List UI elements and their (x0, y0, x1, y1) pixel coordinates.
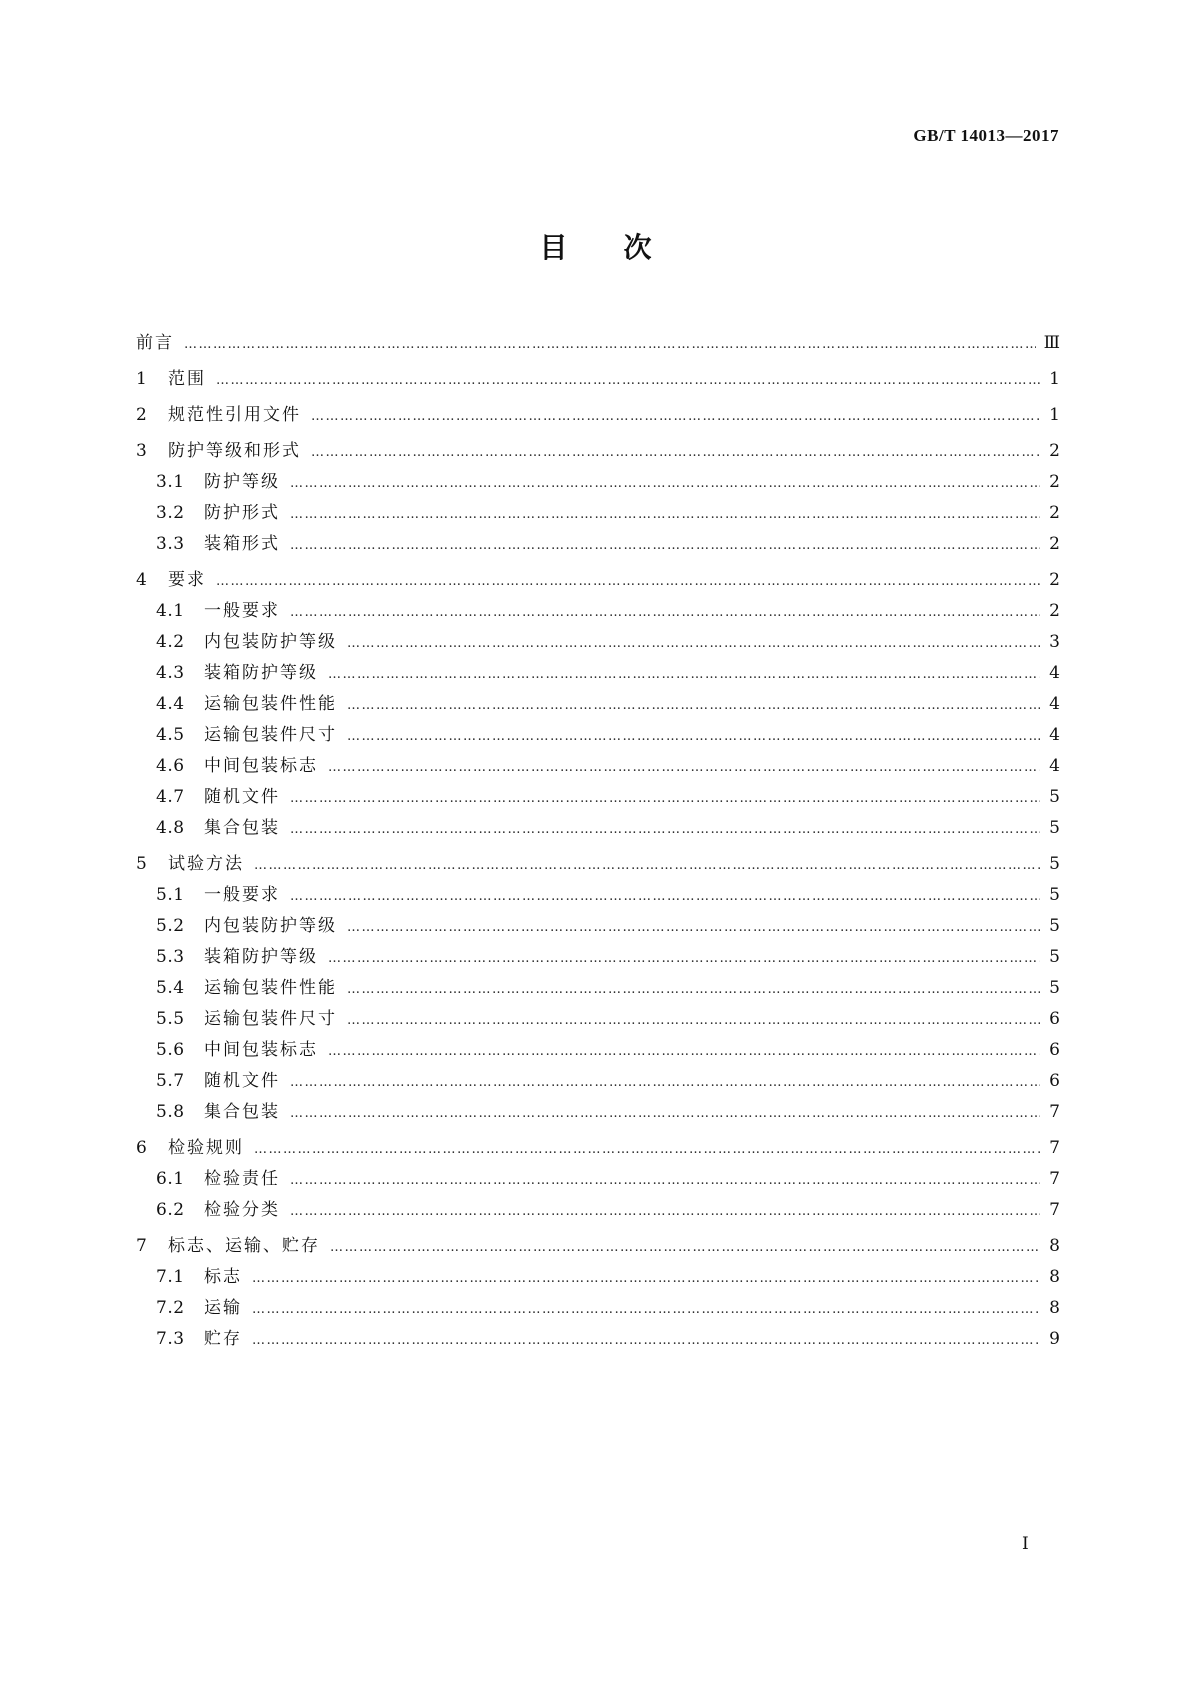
dot-leader (328, 760, 1040, 775)
toc-entry[interactable] (136, 720, 1060, 751)
toc-entry-label: 运输包装件性能 (204, 694, 337, 714)
toc-entry-label: 装箱防护等级 (204, 663, 318, 683)
dot-leader (252, 1333, 1040, 1348)
dot-leader (290, 476, 1040, 491)
toc-entry-label: 范围 (168, 369, 206, 389)
toc-entry-label: 内包装防护等级 (204, 916, 337, 936)
toc-entry-page: 1 (1049, 405, 1060, 425)
toc-entry-label: 防护等级 (204, 472, 280, 492)
toc-entry[interactable] (136, 498, 1060, 529)
toc-entry-page: 2 (1049, 570, 1060, 590)
toc-entry-page: 5 (1049, 854, 1060, 874)
dot-leader (252, 1302, 1040, 1317)
dot-leader (347, 636, 1040, 651)
dot-leader (290, 822, 1040, 837)
toc-entry[interactable] (136, 1004, 1060, 1035)
toc-entry-number: 1 (136, 369, 148, 389)
toc-entry-number: 5.5 (156, 1009, 185, 1029)
toc-entry-number: 3 (136, 441, 148, 461)
dot-leader (347, 982, 1040, 997)
toc-entry[interactable] (136, 1324, 1060, 1355)
toc-entry-number: 4 (136, 570, 148, 590)
toc-entry-page: 7 (1049, 1138, 1060, 1158)
dot-leader (254, 858, 1040, 873)
toc-entry[interactable] (136, 782, 1060, 813)
toc-entry-page: 2 (1049, 534, 1060, 554)
toc-entry-number: 2 (136, 405, 148, 425)
toc-entry-number: 4.7 (156, 787, 185, 807)
toc-entry-number: 4.3 (156, 663, 185, 683)
toc-entry-page: 3 (1049, 632, 1060, 652)
toc-entry-number: 4.2 (156, 632, 185, 652)
toc-entry-number: 5.4 (156, 978, 185, 998)
toc-entry-page: 5 (1049, 916, 1060, 936)
dot-leader (328, 1044, 1040, 1059)
page-number: I (1022, 1534, 1029, 1554)
toc-entry-number: 5.3 (156, 947, 185, 967)
toc-entry[interactable] (136, 1066, 1060, 1097)
toc-entry[interactable] (136, 328, 1060, 359)
toc-entry-label: 随机文件 (204, 787, 280, 807)
toc-entry-page: 2 (1049, 601, 1060, 621)
dot-leader (328, 951, 1040, 966)
toc-entry-page: 5 (1049, 978, 1060, 998)
toc-entry-label: 检验责任 (204, 1169, 280, 1189)
toc-entry-number: 4.5 (156, 725, 185, 745)
toc-entry-label: 一般要求 (204, 885, 280, 905)
toc-entry-number: 3.3 (156, 534, 185, 554)
toc-entry-label: 前言 (136, 333, 174, 353)
toc-entry[interactable] (136, 565, 1060, 596)
dot-leader (290, 538, 1040, 553)
toc-entry[interactable] (136, 1164, 1060, 1195)
toc-entry-page: 4 (1049, 694, 1060, 714)
toc-entry-label: 贮存 (204, 1329, 242, 1349)
toc-entry-number: 5 (136, 854, 148, 874)
dot-leader (347, 1013, 1040, 1028)
toc-entry-page: 4 (1049, 756, 1060, 776)
toc-entry-number: 7.1 (156, 1267, 185, 1287)
toc-entry[interactable] (136, 658, 1060, 689)
toc-entry-number: 5.8 (156, 1102, 185, 1122)
toc-entry-page: 5 (1049, 818, 1060, 838)
toc-entry-label: 集合包装 (204, 818, 280, 838)
toc-entry-label: 运输包装件性能 (204, 978, 337, 998)
toc-entry-page: 7 (1049, 1102, 1060, 1122)
toc-entry-number: 6 (136, 1138, 148, 1158)
toc-entry-label: 内包装防护等级 (204, 632, 337, 652)
toc-entry-page: 1 (1049, 369, 1060, 389)
toc-entry[interactable] (136, 1097, 1060, 1128)
table-of-contents (136, 328, 1060, 1355)
toc-entry-number: 5.2 (156, 916, 185, 936)
toc-entry[interactable] (136, 1035, 1060, 1066)
toc-entry-page: 5 (1049, 947, 1060, 967)
dot-leader (311, 445, 1040, 460)
dot-leader (216, 373, 1040, 388)
toc-entry-label: 运输 (204, 1298, 242, 1318)
toc-entry-page: 6 (1049, 1040, 1060, 1060)
dot-leader (290, 1106, 1040, 1121)
toc-entry-page: 7 (1049, 1169, 1060, 1189)
toc-entry-page: 2 (1049, 441, 1060, 461)
toc-entry[interactable] (136, 1293, 1060, 1324)
toc-entry-label: 装箱形式 (204, 534, 280, 554)
toc-entry-number: 5.1 (156, 885, 185, 905)
toc-entry-label: 中间包装标志 (204, 756, 318, 776)
toc-entry-label: 标志 (204, 1267, 242, 1287)
dot-leader (347, 698, 1040, 713)
standard-code: GB/T 14013—2017 (913, 126, 1059, 145)
toc-entry-label: 规范性引用文件 (168, 405, 301, 425)
toc-entry[interactable] (136, 813, 1060, 844)
toc-entry-page: 2 (1049, 503, 1060, 523)
dot-leader (290, 889, 1040, 904)
toc-entry-label: 一般要求 (204, 601, 280, 621)
toc-entry-number: 5.7 (156, 1071, 185, 1091)
toc-entry[interactable] (136, 880, 1060, 911)
toc-entry-page: Ⅲ (1043, 333, 1060, 353)
dot-leader (184, 337, 1036, 352)
toc-entry-number: 6.2 (156, 1200, 185, 1220)
dot-leader (311, 409, 1040, 424)
toc-entry[interactable] (136, 1231, 1060, 1262)
toc-entry-number: 4.8 (156, 818, 185, 838)
toc-entry-number: 6.1 (156, 1169, 185, 1189)
toc-entry-number: 3.1 (156, 472, 185, 492)
toc-entry-page: 8 (1049, 1298, 1060, 1318)
page-title: 目次 (539, 231, 708, 264)
toc-entry[interactable] (136, 942, 1060, 973)
dot-leader (216, 574, 1040, 589)
toc-entry-label: 运输包装件尺寸 (204, 1009, 337, 1029)
toc-entry-label: 运输包装件尺寸 (204, 725, 337, 745)
toc-entry-label: 检验规则 (168, 1138, 244, 1158)
toc-entry-number: 4.6 (156, 756, 185, 776)
dot-leader (290, 507, 1040, 522)
toc-entry-label: 中间包装标志 (204, 1040, 318, 1060)
toc-entry-label: 装箱防护等级 (204, 947, 318, 967)
toc-entry-number: 7.3 (156, 1329, 185, 1349)
toc-entry-label: 检验分类 (204, 1200, 280, 1220)
toc-entry[interactable] (136, 627, 1060, 658)
toc-entry[interactable] (136, 849, 1060, 880)
toc-entry[interactable] (136, 751, 1060, 782)
dot-leader (347, 920, 1040, 935)
toc-entry[interactable] (136, 467, 1060, 498)
toc-entry-label: 试验方法 (168, 854, 244, 874)
toc-entry-page: 7 (1049, 1200, 1060, 1220)
toc-entry-page: 2 (1049, 472, 1060, 492)
toc-entry-page: 5 (1049, 787, 1060, 807)
toc-entry-page: 8 (1049, 1267, 1060, 1287)
toc-entry-page: 6 (1049, 1071, 1060, 1091)
toc-entry[interactable] (136, 689, 1060, 720)
dot-leader (290, 791, 1040, 806)
toc-entry-page: 6 (1049, 1009, 1060, 1029)
toc-entry-number: 7 (136, 1236, 148, 1256)
toc-entry-label: 防护形式 (204, 503, 280, 523)
toc-entry-number: 4.1 (156, 601, 185, 621)
toc-entry-page: 4 (1049, 725, 1060, 745)
toc-entry-label: 要求 (168, 570, 206, 590)
dot-leader (290, 1173, 1040, 1188)
dot-leader (290, 605, 1040, 620)
toc-entry-page: 8 (1049, 1236, 1060, 1256)
toc-entry[interactable] (136, 911, 1060, 942)
toc-entry-label: 标志、运输、贮存 (168, 1236, 320, 1256)
toc-entry[interactable] (136, 400, 1060, 431)
toc-entry-number: 7.2 (156, 1298, 185, 1318)
toc-entry[interactable] (136, 436, 1060, 467)
toc-entry-label: 集合包装 (204, 1102, 280, 1122)
toc-entry[interactable] (136, 364, 1060, 395)
dot-leader (330, 1240, 1040, 1255)
toc-entry-number: 5.6 (156, 1040, 185, 1060)
toc-entry[interactable] (136, 529, 1060, 560)
toc-entry-page: 4 (1049, 663, 1060, 683)
toc-entry[interactable] (136, 1195, 1060, 1226)
toc-entry-label: 随机文件 (204, 1071, 280, 1091)
toc-entry[interactable] (136, 973, 1060, 1004)
toc-entry[interactable] (136, 1133, 1060, 1164)
dot-leader (254, 1142, 1040, 1157)
toc-entry-number: 3.2 (156, 503, 185, 523)
dot-leader (347, 729, 1040, 744)
dot-leader (290, 1075, 1040, 1090)
toc-entry-page: 5 (1049, 885, 1060, 905)
toc-entry[interactable] (136, 1262, 1060, 1293)
toc-entry-page: 9 (1049, 1329, 1060, 1349)
toc-entry-label: 防护等级和形式 (168, 441, 301, 461)
toc-entry[interactable] (136, 596, 1060, 627)
dot-leader (328, 667, 1040, 682)
toc-entry-number: 4.4 (156, 694, 185, 714)
dot-leader (252, 1271, 1040, 1286)
dot-leader (290, 1204, 1040, 1219)
